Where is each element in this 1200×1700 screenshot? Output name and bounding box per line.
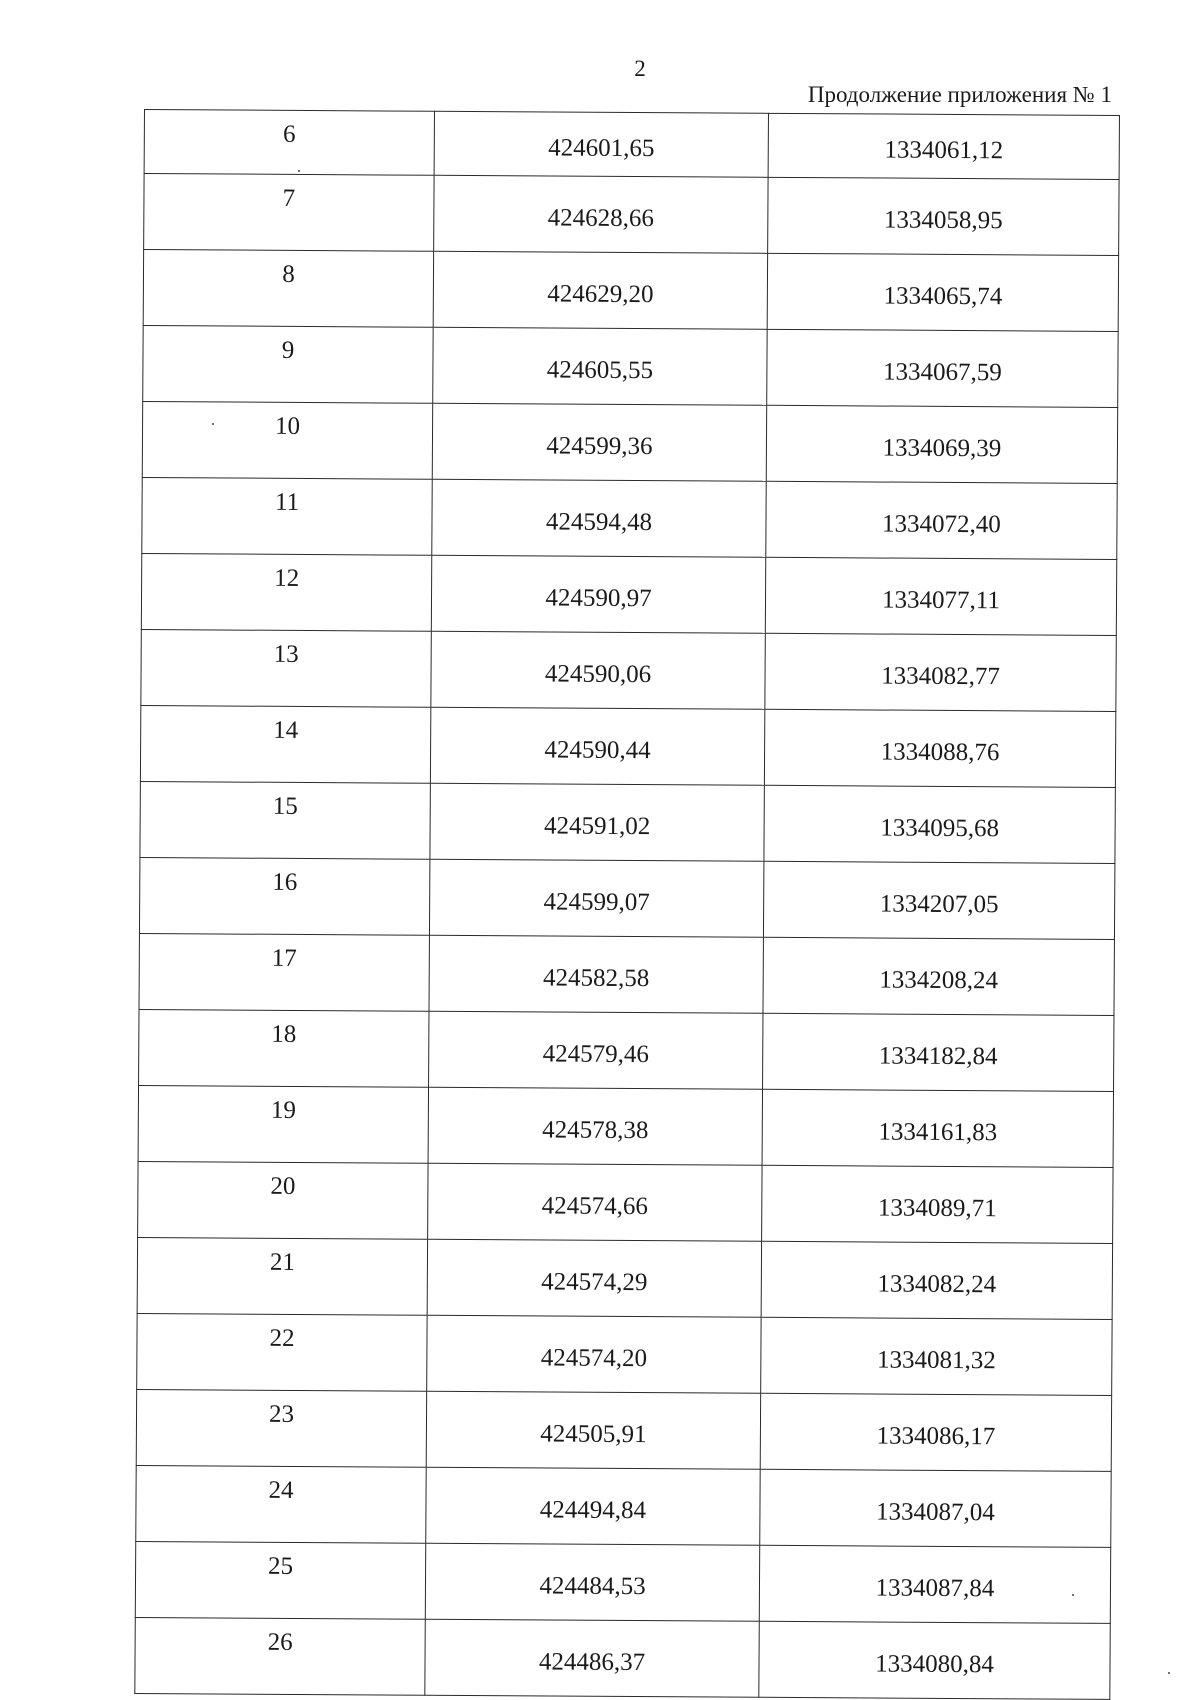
point-number: 15 bbox=[140, 781, 430, 859]
scan-speck bbox=[298, 170, 300, 172]
x-coordinate: 424599,36 bbox=[432, 403, 766, 481]
table-row bbox=[143, 325, 1118, 407]
y-coordinate: 1334082,24 bbox=[761, 1241, 1112, 1319]
table-row bbox=[142, 401, 1117, 483]
y-coordinate: 1334088,76 bbox=[764, 709, 1115, 787]
y-coordinate: 1334082,77 bbox=[765, 633, 1116, 711]
table-row bbox=[142, 477, 1117, 559]
y-coordinate: 1334089,71 bbox=[762, 1165, 1113, 1243]
point-number: 22 bbox=[137, 1313, 427, 1391]
x-coordinate: 424574,20 bbox=[427, 1315, 761, 1393]
point-number: 7 bbox=[144, 174, 434, 252]
point-number: 9 bbox=[143, 325, 433, 403]
x-coordinate: 424578,38 bbox=[428, 1087, 762, 1165]
point-number: 25 bbox=[135, 1541, 425, 1619]
y-coordinate: 1334061,12 bbox=[768, 113, 1119, 179]
table-row bbox=[137, 1237, 1112, 1319]
x-coordinate: 424574,29 bbox=[427, 1239, 761, 1317]
point-number: 8 bbox=[143, 250, 433, 328]
y-coordinate: 1334069,39 bbox=[766, 405, 1117, 483]
x-coordinate: 424590,97 bbox=[431, 555, 765, 633]
point-number: 6 bbox=[144, 110, 434, 176]
y-coordinate: 1334095,68 bbox=[764, 785, 1115, 863]
x-coordinate: 424594,48 bbox=[432, 479, 766, 557]
table-row bbox=[136, 1389, 1111, 1471]
x-coordinate: 424579,46 bbox=[429, 1011, 763, 1089]
table-row bbox=[141, 629, 1116, 711]
x-coordinate: 424582,58 bbox=[429, 935, 763, 1013]
point-number: 20 bbox=[138, 1161, 428, 1239]
coordinates-table-wrapper bbox=[134, 109, 1119, 1700]
table-row bbox=[138, 1161, 1113, 1243]
x-coordinate: 424629,20 bbox=[433, 251, 767, 329]
x-coordinate: 424574,66 bbox=[428, 1163, 762, 1241]
table-row bbox=[137, 1313, 1112, 1395]
y-coordinate: 1334065,74 bbox=[767, 253, 1118, 331]
point-number: 10 bbox=[142, 401, 432, 479]
x-coordinate: 424590,44 bbox=[430, 707, 764, 785]
x-coordinate: 424601,65 bbox=[434, 111, 768, 177]
table-row bbox=[136, 1465, 1111, 1547]
coordinates-table bbox=[134, 109, 1120, 1700]
point-number: 16 bbox=[139, 857, 429, 935]
point-number: 24 bbox=[136, 1465, 426, 1543]
y-coordinate: 1334058,95 bbox=[768, 177, 1119, 255]
point-number: 17 bbox=[139, 933, 429, 1011]
table-row bbox=[135, 1617, 1110, 1699]
point-number: 26 bbox=[135, 1617, 425, 1695]
point-number: 23 bbox=[136, 1389, 426, 1467]
x-coordinate: 424484,53 bbox=[425, 1543, 759, 1621]
x-coordinate: 424628,66 bbox=[434, 175, 768, 253]
table-row bbox=[144, 110, 1119, 180]
scan-speck bbox=[1168, 1672, 1170, 1674]
y-coordinate: 1334161,83 bbox=[762, 1089, 1113, 1167]
x-coordinate: 424590,06 bbox=[431, 631, 765, 709]
x-coordinate: 424505,91 bbox=[426, 1391, 760, 1469]
y-coordinate: 1334208,24 bbox=[763, 937, 1114, 1015]
y-coordinate: 1334182,84 bbox=[763, 1013, 1114, 1091]
point-number: 12 bbox=[141, 553, 431, 631]
page-number: 2 bbox=[634, 56, 646, 81]
y-coordinate: 1334087,84 bbox=[759, 1545, 1110, 1623]
scan-speck bbox=[1072, 1594, 1074, 1596]
y-coordinate: 1334081,32 bbox=[761, 1317, 1112, 1395]
table-row bbox=[139, 933, 1114, 1015]
point-number: 21 bbox=[137, 1237, 427, 1315]
table-row bbox=[143, 250, 1118, 332]
table-row bbox=[141, 553, 1116, 635]
table-row bbox=[140, 705, 1115, 787]
y-coordinate: 1334067,59 bbox=[767, 329, 1118, 407]
table-row bbox=[139, 857, 1114, 939]
point-number: 11 bbox=[142, 477, 432, 555]
table-row bbox=[138, 1085, 1113, 1167]
y-coordinate: 1334086,17 bbox=[760, 1393, 1111, 1471]
x-coordinate: 424494,84 bbox=[426, 1467, 760, 1545]
point-number: 13 bbox=[141, 629, 431, 707]
y-coordinate: 1334077,11 bbox=[765, 557, 1116, 635]
table-row bbox=[140, 781, 1115, 863]
point-number: 19 bbox=[138, 1085, 428, 1163]
y-coordinate: 1334087,04 bbox=[760, 1469, 1111, 1547]
y-coordinate: 1334080,84 bbox=[759, 1621, 1110, 1699]
x-coordinate: 424605,55 bbox=[433, 327, 767, 405]
x-coordinate: 424591,02 bbox=[430, 783, 764, 861]
table-row bbox=[144, 174, 1119, 256]
continuation-label: Продолжение приложения № 1 bbox=[807, 82, 1112, 107]
table-row bbox=[135, 1541, 1110, 1623]
y-coordinate: 1334072,40 bbox=[766, 481, 1117, 559]
point-number: 18 bbox=[139, 1009, 429, 1087]
point-number: 14 bbox=[140, 705, 430, 783]
x-coordinate: 424486,37 bbox=[425, 1619, 759, 1697]
table-row bbox=[139, 1009, 1114, 1091]
y-coordinate: 1334207,05 bbox=[763, 861, 1114, 939]
x-coordinate: 424599,07 bbox=[429, 859, 763, 937]
scan-speck bbox=[212, 423, 214, 425]
